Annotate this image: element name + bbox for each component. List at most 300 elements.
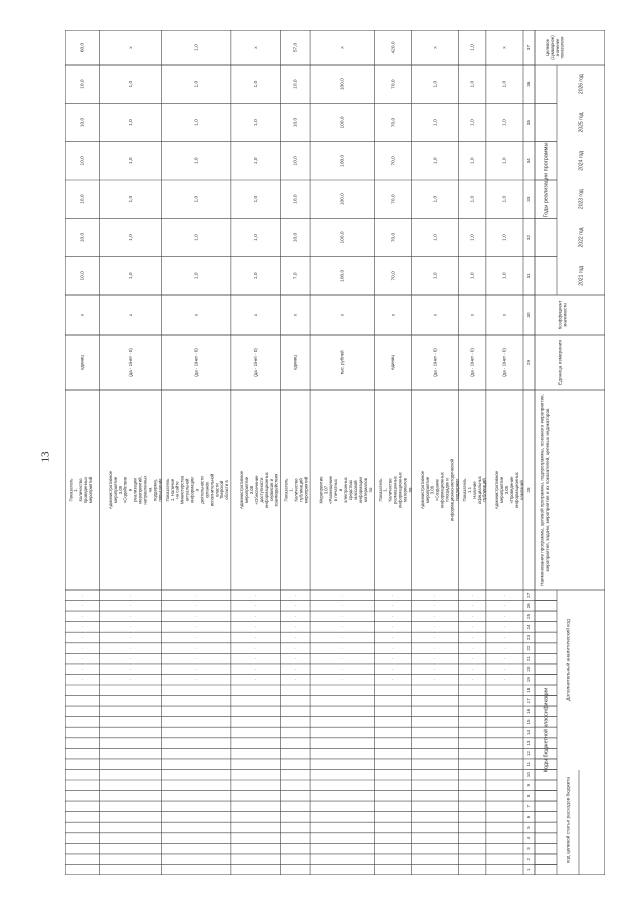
row-name-line: кампаний [518,480,524,500]
codes-sub-label: код целевой статьи расходов бюджета [566,776,572,864]
row-weight: х [433,313,439,317]
code-digit: · [339,615,345,618]
code-digit: · [432,605,438,607]
row-value-4: 10,0 [80,156,86,166]
row-unit: (да - 1/нет - 0) [469,348,475,377]
row-name-line: проведенных [83,476,89,504]
row-unit: единиц [79,355,85,370]
row-value-5: 1,0 [502,119,508,126]
code-digit: · [390,605,396,607]
code-digit: · [193,615,199,618]
row-value-5: 1,0 [128,119,134,126]
row-value-1: 1,0 [433,272,439,280]
row-value-5: 100,0 [340,116,346,129]
code-digit: · [501,636,507,639]
row-final: 1,0 [194,44,200,51]
row-codes [292,595,297,681]
code-digit: · [292,626,298,628]
row-codes [128,595,133,681]
code-digit: · [193,594,199,596]
row-name-line: власти [214,483,220,497]
code-digit: · [469,594,475,596]
code-digit: · [501,668,507,670]
column-number: 5 [526,826,532,829]
column-number: 35 [526,119,532,126]
row-value-6: 10,0 [293,79,299,89]
row-name-line: 3.07 [323,485,329,495]
row-codes [253,595,258,681]
row-final: 1,0 [470,44,476,51]
row-name-line: органов [204,482,210,498]
row-name-line: площадок и [444,478,450,502]
codes-group-label: Коды бюджетной классификации [543,687,550,773]
row-value-4: 100,0 [340,154,346,167]
code-digit: · [127,679,133,681]
row-value-2: 1,0 [502,234,508,241]
column-number: 24 [526,624,532,630]
column-number: 17 [526,698,532,704]
row-codes [79,595,84,681]
row-value-2: 1,0 [433,234,439,241]
row-name-line: 3.09 [117,485,123,495]
row-name-line: актуальной [184,478,190,502]
code-digit: · [501,626,507,628]
row-name-line: по [367,487,373,493]
row-name-line: доступности [258,477,264,503]
row-value-1: 100,0 [340,269,346,282]
row-name-line: реализации [132,478,138,502]
column-number: 32 [526,234,532,241]
row-unit: (да - 1/нет - 0) [127,348,133,377]
code-digit: · [432,647,438,649]
column-number: 22 [526,645,532,651]
row-final: 57,0 [293,42,299,53]
code-digit: · [390,647,396,649]
program-indicators-table [65,30,605,875]
row-final: х [502,46,508,49]
code-digit: · [193,636,199,639]
column-number: 16 [526,708,532,714]
row-name-line: 1. [288,488,294,492]
code-digit: · [193,605,199,607]
row-name-line: информационных [439,472,445,508]
row-final: 420,0 [391,41,397,54]
row-name-line: информации [189,477,195,503]
row-name-line: информационных [263,472,269,508]
row-value-1: 1,0 [253,272,259,280]
code-digit: · [79,668,85,670]
code-digit: · [252,594,258,596]
column-number: 4 [526,836,532,840]
row-value-4: 1,0 [433,157,439,165]
code-digit: · [339,605,345,607]
row-weight: х [470,313,476,317]
row-value-5: 1,0 [433,119,439,126]
code-digit: · [469,668,475,670]
row-value-3: 1,0 [470,195,476,203]
row-name-line: публикаций [298,478,304,502]
row-unit: (да - 1/нет - 0) [501,348,507,377]
code-digit: · [292,679,298,681]
code-digit: · [252,605,258,607]
row-value-2: 100,0 [340,231,346,244]
row-value-1: 10,0 [80,271,86,281]
code-digit: · [79,615,85,618]
code-digit: · [252,657,258,660]
row-weight: х [340,313,346,317]
row-value-1: 7,0 [293,272,299,280]
row-value-6: 1,0 [253,80,259,88]
code-digit: · [469,605,475,607]
row-value-5: 1,0 [194,119,200,126]
row-value-6: 1,0 [502,80,508,88]
column-number: 18 [526,687,532,693]
column-number: 33 [526,196,532,202]
row-name-line: Показатель [283,478,289,502]
row-value-3: 1,0 [194,195,200,203]
row-name-line: Количество [293,478,299,502]
code-digit: · [339,657,345,660]
code-digit: · [390,615,396,618]
code-digit: · [390,668,396,670]
code-digit: · [432,679,438,681]
row-name-line: деятельности [199,476,205,504]
column-number: 19 [526,677,532,683]
name-column-header-line: Наименование программы, целевой программы, подпрограммы, основного мероприятия, [539,394,545,586]
code-digit: · [432,615,438,618]
row-codes [432,595,437,681]
code-digit: · [390,594,396,596]
code-digit: · [79,605,85,607]
code-digit: · [501,657,507,660]
row-name-line: взаимодействия [273,473,279,507]
final-column-header-line: показателя [559,36,565,59]
row-name-line: мероприятие [499,476,505,504]
code-digit: · [79,636,85,639]
code-digit: · [501,647,507,649]
column-number: 26 [526,603,532,609]
row-value-4: 1,0 [470,157,476,165]
row-name-line: материалов [402,478,408,502]
row-name-line: Количество [387,478,393,502]
row-name-line: на сайте [174,481,180,499]
code-digit: · [501,615,507,618]
row-value-6: 100,0 [340,78,346,91]
column-number: 14 [526,729,532,736]
row-name-line: 3.08 [248,485,254,495]
row-weight: х [128,313,134,317]
row-name-line: информации [357,477,363,503]
row-value-2: 10,0 [293,232,299,243]
row-name-line: поддержку, [152,478,158,502]
column-number: 28 [526,487,532,493]
code-digit: · [339,668,345,670]
row-value-5: 10,0 [293,117,299,128]
code-digit: · [127,615,133,618]
row-name-line: на [147,487,153,493]
code-digit: · [469,679,475,681]
row-name-line: Административное [419,470,425,510]
row-name-line: и [338,488,344,492]
row-value-3: 70,0 [391,194,397,204]
weight-column-header-line: Коэффициент [557,300,563,330]
row-name-line: «Проведение [508,476,514,504]
row-name-line: официальных [476,476,482,504]
row-name-line: 3.05 [503,485,509,495]
code-digit: · [469,657,475,660]
column-number: 36 [526,81,532,87]
row-unit: единиц [390,355,396,370]
year-header-1: 2021 год [578,265,585,286]
row-final: х [433,46,439,49]
code-digit: · [469,615,475,618]
row-name-line: повышение [157,478,163,502]
row-value-3: 100,0 [340,193,346,206]
row-unit: единиц [292,355,298,370]
column-number: 21 [526,656,532,662]
row-name-line: по [407,487,413,493]
row-name-line: электронных [343,477,349,503]
code-digit: · [292,668,298,670]
row-value-1: 1,0 [194,272,200,280]
row-value-1: 1,0 [128,272,134,280]
row-value-2: 10,0 [80,232,86,243]
row-value-5: 10,0 [80,117,86,128]
row-final: х [253,46,259,49]
column-number: 23 [526,634,532,641]
code-digit: · [252,668,258,670]
final-column-header-line: Целевое [545,39,551,56]
row-value-3: 1,0 [502,195,508,203]
code-digit: · [127,668,133,670]
row-value-4: 1,0 [128,157,134,165]
code-digit: · [292,615,298,618]
row-unit: (да - 1/нет - 0) [432,348,438,377]
row-weight: х [391,313,397,317]
page-number: 13 [39,451,52,463]
row-value-2: 1,0 [470,234,476,241]
code-digit: · [127,605,133,607]
row-name-line: поддержки [454,479,460,501]
row-value-6: 1,0 [194,80,200,88]
row-codes [193,595,198,681]
row-name-line: исполнительной [209,473,215,507]
column-number: 15 [526,719,532,725]
row-name-line: Наличие [471,481,477,499]
row-name-line: Показатель [461,478,467,502]
code-digit: · [501,679,507,681]
row-value-2: 1,0 [128,234,134,241]
row-name-line: Административное [494,470,500,510]
row-value-3: 1,0 [253,195,259,203]
code-digit: · [469,626,475,628]
code-digit: · [193,647,199,649]
code-digit: · [339,636,345,639]
column-number: 12 [526,751,532,757]
row-name-line: сервисов и [268,478,274,502]
code-digit: · [339,679,345,681]
column-number: 30 [526,312,532,318]
row-final: х [340,46,346,49]
name-column-header-line: мероприятия, задачи, мероприятия и их показателей, целевых индикаторов [544,408,550,572]
row-name-line: о [194,488,200,492]
row-name-line: массовой [352,480,358,500]
row-unit: тыс. рублей [339,350,345,375]
row-name-line: 3.06 [429,485,435,495]
row-final: х [128,46,134,49]
row-value-4: 70,0 [391,156,397,166]
additional-code-label: Дополнительный аналитический код [566,619,572,701]
row-value-3: 10,0 [293,194,299,204]
code-digit: · [252,647,258,649]
column-number: 13 [526,740,532,746]
row-value-6: 1,0 [470,80,476,88]
row-value-5: 70,0 [391,117,397,128]
row-value-3: 1,0 [128,195,134,203]
row-name-line: Министерства [179,475,185,505]
code-digit: · [501,605,507,607]
code-digit: · [339,594,345,596]
row-weight: х [253,313,259,317]
row-value-1: 70,0 [391,271,397,281]
code-digit: · [79,594,85,596]
code-digit: · [127,594,133,596]
weight-column-header-line: значимости [562,303,568,327]
column-number: 8 [526,794,532,798]
code-digit: · [193,679,199,681]
column-number: 10 [526,772,532,778]
column-number: 34 [526,158,532,164]
column-number: 7 [526,805,532,808]
row-value-1: 1,0 [470,272,476,280]
column-number: 11 [526,761,532,767]
row-name-line: размещенных [392,476,398,504]
year-header-5: 2025 год [578,112,585,133]
column-number: 3 [526,847,532,850]
code-digit: · [252,636,258,639]
row-unit: (да - 1/нет - 0) [252,348,258,377]
row-weight: х [80,313,86,317]
code-digit: · [252,679,258,681]
row-weight: х [293,313,299,317]
code-digit: · [432,657,438,660]
row-value-4: 1,0 [194,157,200,165]
row-name-line: в печатных [333,478,339,502]
final-column-header-line: значение [554,38,560,57]
row-name-line: мероприятий [303,476,309,504]
year-header-6: 2026 год [578,74,585,95]
row-name-line: «Обеспечение [253,475,259,505]
code-digit: · [339,626,345,628]
row-weight: х [194,313,200,317]
row-codes [339,595,344,681]
year-header-4: 2024 год [578,150,585,171]
row-value-6: 70,0 [391,79,397,89]
row-value-6: 1,0 [433,80,439,88]
row-value-4: 10,0 [293,156,299,166]
code-digit: · [193,657,199,660]
row-value-2: 70,0 [391,232,397,243]
row-codes [390,595,395,681]
column-number: 29 [526,359,532,366]
code-digit: · [432,594,438,596]
row-value-2: 1,0 [194,234,200,241]
row-name-line: публикаций [481,478,487,502]
code-digit: · [79,679,85,681]
row-value-4: 1,0 [253,157,259,165]
row-name-line: области в [224,480,230,500]
code-digit: · [292,657,298,660]
final-column-header-line: (суммарное) [550,35,556,60]
row-codes [502,595,507,681]
column-number: 20 [526,666,532,672]
code-digit: · [390,657,396,660]
code-digit: · [79,626,85,628]
row-name-line: информационных [397,472,403,508]
code-digit: · [127,657,133,660]
year-header-3: 2023 год [578,189,585,210]
row-codes [469,595,474,681]
code-digit: · [432,626,438,628]
code-digit: · [193,668,199,670]
code-digit: · [127,636,133,639]
code-digit: · [390,636,396,639]
row-name-line: Показатель [164,478,170,502]
row-name-line: 1.1 [466,487,472,493]
row-name-line: 1. [73,488,79,492]
column-number: 1 [526,868,532,872]
code-digit: · [501,594,507,596]
row-value-5: 1,0 [470,119,476,126]
code-digit: · [390,679,396,681]
code-digit: · [339,647,345,649]
code-digit: · [193,626,199,628]
row-name-line: мероприятие [424,476,430,504]
year-header-2: 2022 год [578,227,585,248]
row-final: 60,0 [80,42,86,53]
code-digit: · [432,668,438,670]
row-name-line: Показатель [68,478,74,502]
code-digit: · [127,626,133,628]
row-name-line: 1. [382,488,388,492]
row-name-line: Количество [78,478,84,502]
row-value-3: 10,0 [80,194,86,204]
row-name-line: мероприятий, [137,476,143,504]
row-name-line: материалов [362,478,368,502]
row-name-line: Показатель [377,478,383,502]
column-number: 31 [526,273,532,279]
code-digit: · [79,657,85,660]
code-digit: · [292,636,298,639]
row-name-line: информационных [513,472,519,508]
code-digit: · [292,605,298,607]
row-weight: х [502,313,508,317]
column-number: 27 [526,592,532,598]
row-value-6: 1,0 [128,80,134,88]
column-number: 37 [526,44,532,51]
row-name-line: «Размещение [328,476,334,504]
row-name-line: направленных [142,475,148,505]
row-name-line: в [127,488,133,492]
column-number: 2 [526,857,532,861]
row-name-line: 1. Наличие [169,478,175,502]
row-value-4: 1,0 [502,157,508,165]
years-group-label: Годы реализации программы [543,142,550,218]
column-number: 6 [526,815,532,819]
row-name-line: Тверской [219,480,225,500]
row-name-line: мероприятие [112,476,118,504]
row-unit: (да - 1/нет - 0) [193,348,199,377]
